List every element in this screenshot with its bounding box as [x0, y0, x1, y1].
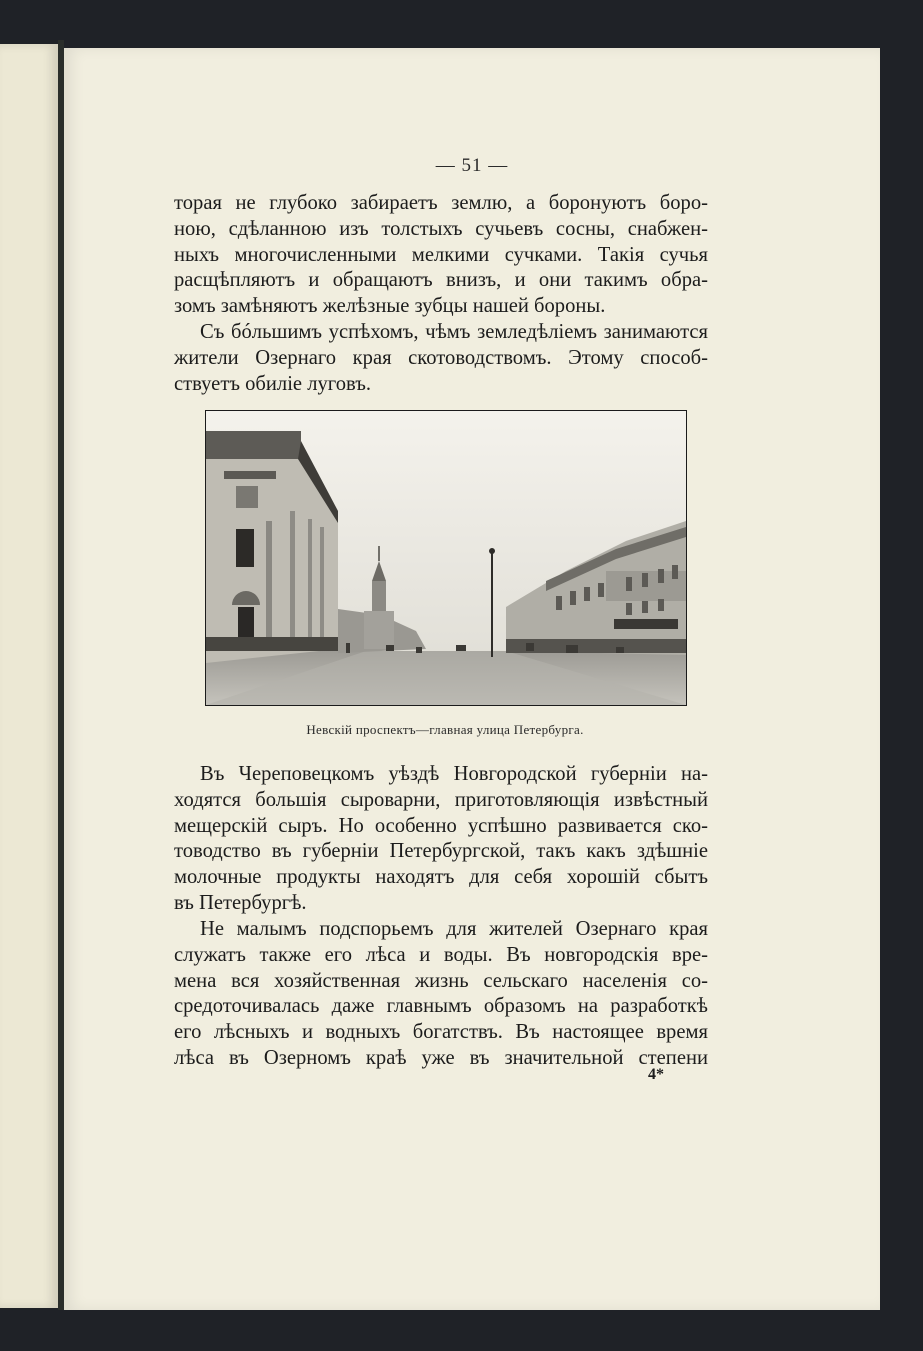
text-line: Съ бóльшимъ успѣхомъ, чѣмъ земледѣліемъ занимаются	[200, 321, 708, 343]
text-line: въ Петербургѣ.	[174, 891, 307, 914]
paragraph-1	[174, 191, 708, 320]
text-line: мещерскій сыръ. Но особенно успѣшно развивается ско-	[174, 814, 708, 837]
previous-page-edge	[0, 44, 60, 1308]
text-line: ходятся большія сыроварни, приготовляющія извѣстный	[174, 788, 708, 811]
text-line: средоточивалась даже главнымъ образомъ на разработкѣ	[174, 995, 708, 1018]
text-line: служатъ также его лѣса и воды. Въ новгородскія вре-	[174, 943, 708, 966]
text-line: мена вся хозяйственная жизнь сельскаго населенія со-	[174, 969, 708, 992]
text-line: Въ Череповецкомъ уѣздѣ Новгородской губерніи на-	[200, 763, 708, 785]
text-line: ствуетъ обиліе луговъ.	[174, 372, 372, 395]
text-line: лѣса въ Озерномъ краѣ уже въ значительной степени	[174, 1046, 708, 1069]
paragraph-2	[174, 320, 708, 397]
book-page	[64, 48, 880, 1310]
text-line: ныхъ многочисленными мелкими сучками. Такія сучья	[174, 243, 708, 266]
text-line: торая не глубоко забираетъ землю, а боронуютъ боро-	[174, 192, 708, 214]
text-line: зомъ замѣняютъ желѣзные зубцы нашей бороны.	[174, 295, 606, 318]
text-line: его лѣсныхъ и водныхъ богатствъ. Въ настоящее время	[174, 1021, 708, 1044]
text-line: ною, сдѣланною изъ толстыхъ сучьевъ сосны, снабжен-	[174, 217, 708, 240]
page-number: — 51 —	[435, 155, 509, 176]
signature-mark: 4*	[648, 1066, 664, 1083]
text-line: расщѣпляютъ и обращаютъ внизъ, и они такимъ обра-	[174, 269, 708, 292]
text-line: Не малымъ подспорьемъ для жителей Озернаго края	[200, 918, 708, 940]
paragraph-4	[174, 917, 708, 1072]
photo-caption: Невскій проспектъ—главная улица Петербурга.	[306, 722, 584, 737]
paragraph-3	[174, 762, 708, 917]
street-photograph	[205, 410, 687, 706]
text-line: молочные продукты находятъ для себя хорошій сбытъ	[174, 866, 708, 889]
text-line: товодство въ губерніи Петербургской, такъ какъ здѣшніе	[174, 840, 708, 863]
text-line: жители Озернаго края скотоводствомъ. Этому способ-	[174, 346, 708, 369]
